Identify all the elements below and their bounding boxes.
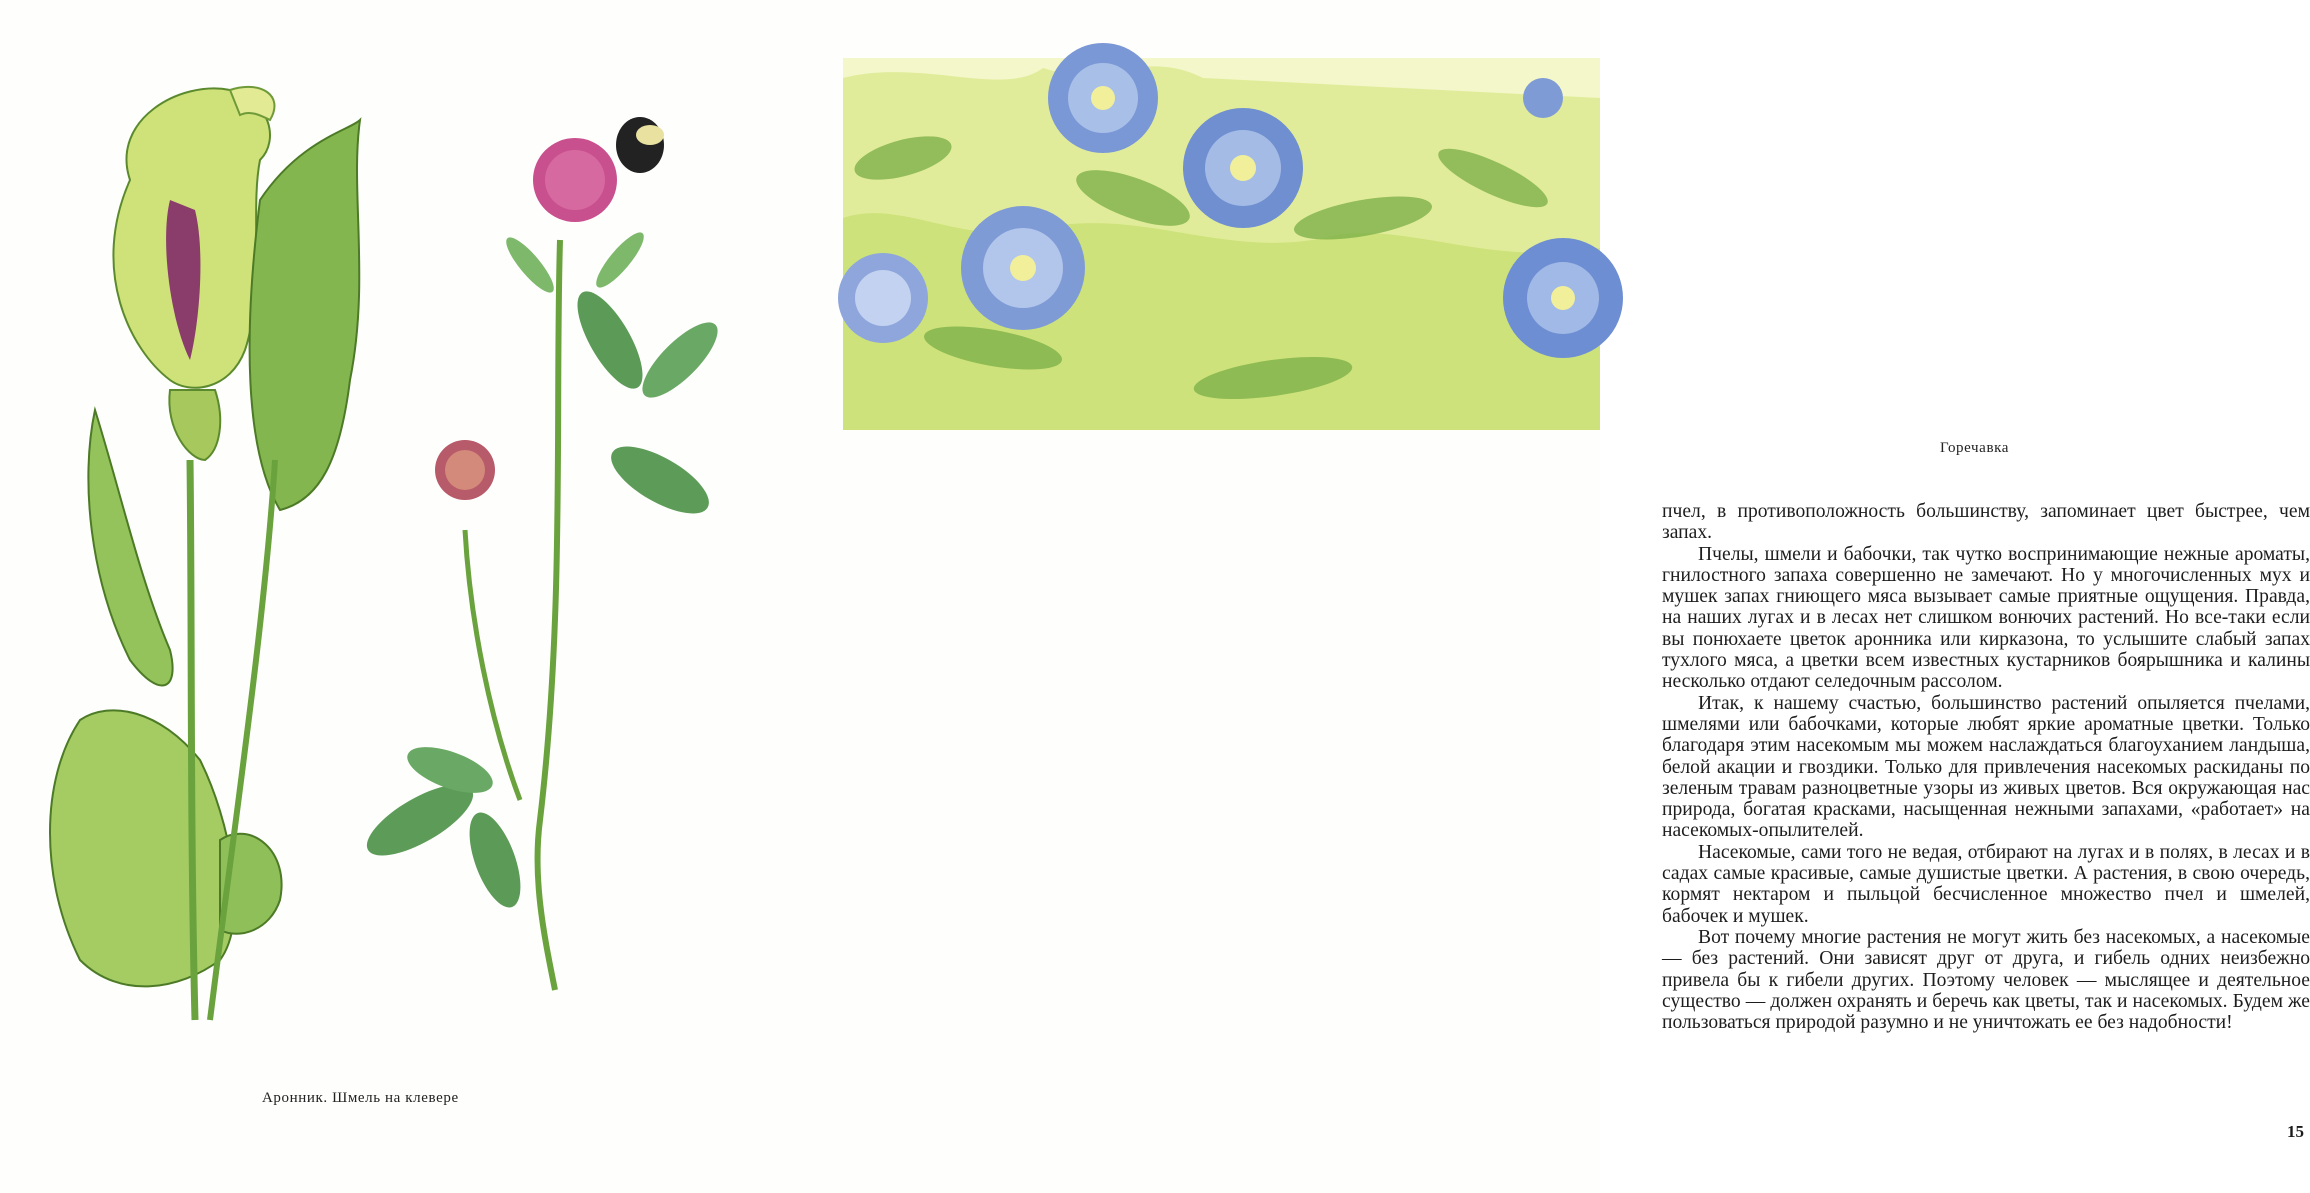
paragraph: Насекомые, сами того не ведая, отбирают на лугах и в полях, в лесах и в садах самые красивые, самые душистые цветки. А растения, в свою очередь, кормят нектаром и пыльцой бесчисленное множество пчел и шмелей, бабочек и мушек. <box>1662 841 2310 927</box>
paragraph: пчел, в противоположность большинству, запоминает цвет быстрее, чем запах. <box>1662 501 2310 544</box>
right-caption: Горечавка <box>1940 440 2010 456</box>
left-caption: Аронник. Шмель на клевере <box>262 1090 459 1106</box>
page-number: 15 <box>2287 1122 2304 1141</box>
gentian-illustration <box>843 18 1600 430</box>
paragraph: Вот почему многие растения не могут жить без насекомых, а насекомые — без растений. Они зависят друг от друга, и гибель одних неизбежно привела бы к гибели других. Поэтому человек — мыслящее и деятельное существо — должен охранять и беречь как цветы, так и насекомых. Будем же пользоваться природой разумно и не уничтожать ее без надобности! <box>1662 926 2310 1034</box>
paragraph: Пчелы, шмели и бабочки, так чутко воспринимающие нежные ароматы, гнилостного запаха совершенно не замечают. Но у многочисленных мух и мушек запах гниющего мяса вызывает самые приятные ощущения. Правда, на наших лугах и в лесах нет слишком вонючих растений. Но все-таки если вы понюхаете цветок аронника или кирказона, то услышите слабый запах тухлого мяса, а цветки всем известных кустарников боярышника и калины несколько отдают селедочным рассолом. <box>1662 543 2310 693</box>
paragraph: Итак, к нашему счастью, большинство растений опыляется пчелами, шмелями или бабочками, которые любят яркие ароматные цветки. Только благодаря этим насекомым мы можем наслаждаться благоуханием ландыша, белой акации и гвоздики. Только для привлечения насекомых раскиданы по зеленым травам разноцветные узоры из живых цветов. Вся окружающая нас природа, богатая красками, насыщенная нежными запахами, «работает» на насекомых-опылителей. <box>1662 692 2310 842</box>
arum-clover-illustration <box>20 60 780 1060</box>
left-page <box>0 0 800 1193</box>
body-text <box>1662 501 2310 1033</box>
clover-plant <box>357 117 728 990</box>
arum-plant <box>50 87 360 1020</box>
